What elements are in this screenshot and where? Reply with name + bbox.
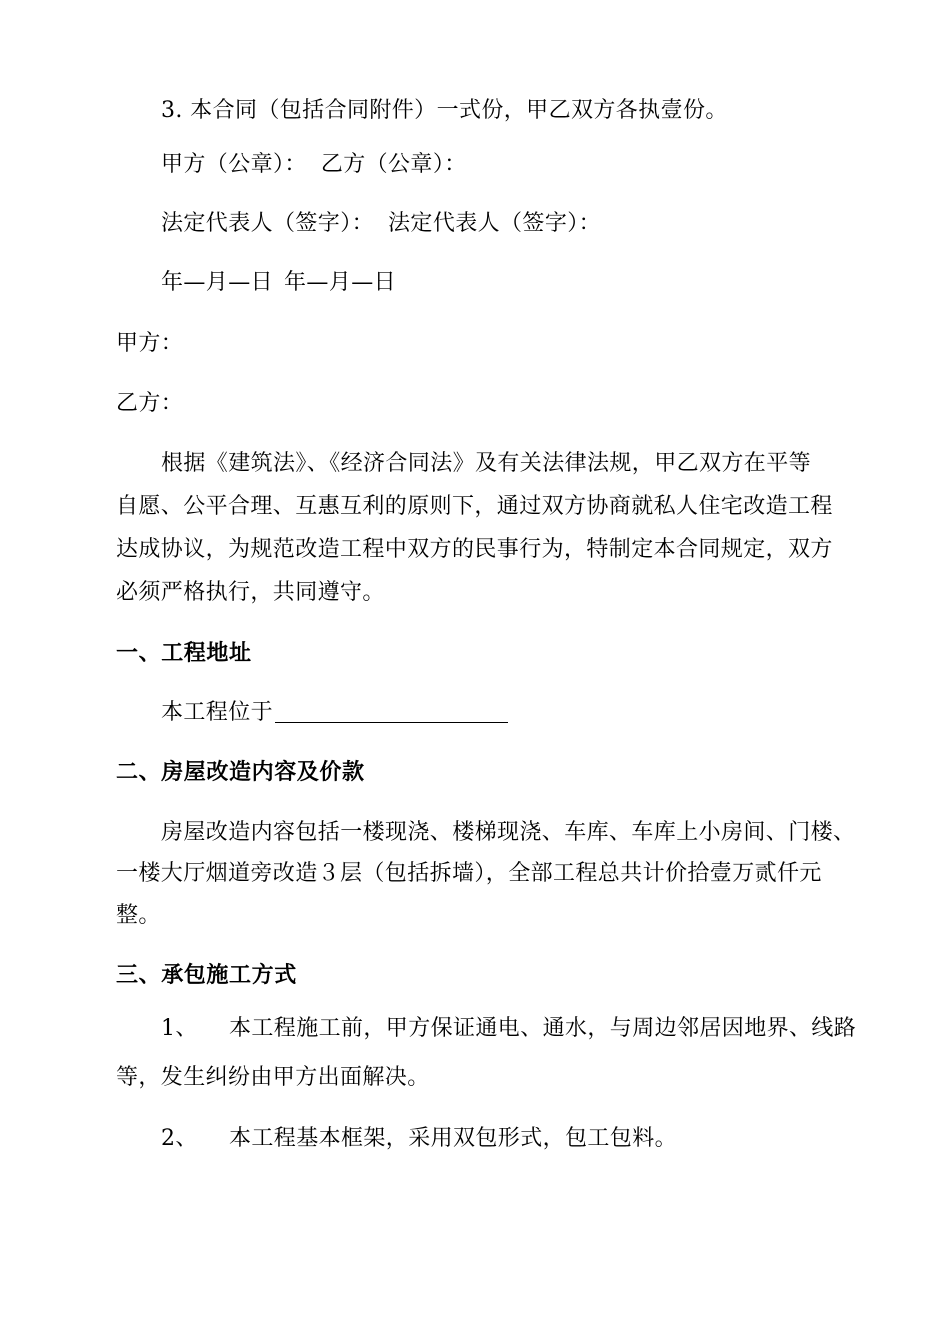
intro-line-1: 根据《建筑法》、《经济合同法》及有关法律法规，甲乙双方在平等 xyxy=(161,451,812,476)
renovation-line-3: 整。 xyxy=(116,903,161,928)
item-2-number: 2、 xyxy=(161,1126,198,1151)
contract-item-1-cont: 等，发生纠纷由甲方出面解决。 xyxy=(116,1065,430,1090)
project-address-blank[interactable] xyxy=(275,698,508,723)
party-a-rep-label: 法定代表人（签字）： xyxy=(161,211,375,236)
section-1-title: 一、工程地址 xyxy=(116,641,252,666)
item-1-text: 本工程施工前，甲方保证通电、通水，与周边邻居因地界、线路 xyxy=(229,1016,857,1041)
renovation-line-2: 一楼大厅烟道旁改造３层（包括拆墙），全部工程总共计价拾壹万贰仟元 xyxy=(116,861,822,886)
seal-line xyxy=(161,150,467,180)
contract-item-1 xyxy=(161,1014,856,1044)
intro-line-3: 达成协议，为规范改造工程中双方的民事行为，特制定本合同规定，双方 xyxy=(116,537,833,562)
item-2-text: 本工程基本框架，采用双包形式，包工包料。 xyxy=(229,1126,678,1151)
renovation-line-1: 房屋改造内容包括一楼现浇、楼梯现浇、车库、车库上小房间、门楼、 xyxy=(161,820,856,845)
project-address-line xyxy=(161,698,508,728)
representative-line xyxy=(161,209,601,239)
copies-clause: 3. 本合同（包括合同附件）一式份，甲乙双方各执壹份。 xyxy=(161,98,728,123)
section-3-title: 三、承包施工方式 xyxy=(116,963,297,988)
project-address-label: 本工程位于 xyxy=(161,700,274,725)
intro-line-2: 自愿、公平合理、互惠互利的原则下，通过双方协商就私人住宅改造工程 xyxy=(116,494,833,519)
party-a-date: 年—月—日 xyxy=(161,270,274,295)
party-b-rep-label: 法定代表人（签字）： xyxy=(388,211,602,236)
party-a-seal-label: 甲方（公章）： xyxy=(161,152,307,177)
date-line xyxy=(161,268,396,298)
party-b-date: 年—月—日 xyxy=(284,270,397,295)
intro-line-4: 必须严格执行，共同遵守。 xyxy=(116,580,385,605)
item-1-number: 1、 xyxy=(161,1016,198,1041)
party-b-label: 乙方： xyxy=(116,391,184,416)
party-a-label: 甲方： xyxy=(116,331,184,356)
party-b-seal-label: 乙方（公章）： xyxy=(320,152,467,177)
contract-item-2 xyxy=(161,1124,677,1154)
section-2-title: 二、房屋改造内容及价款 xyxy=(116,760,365,785)
